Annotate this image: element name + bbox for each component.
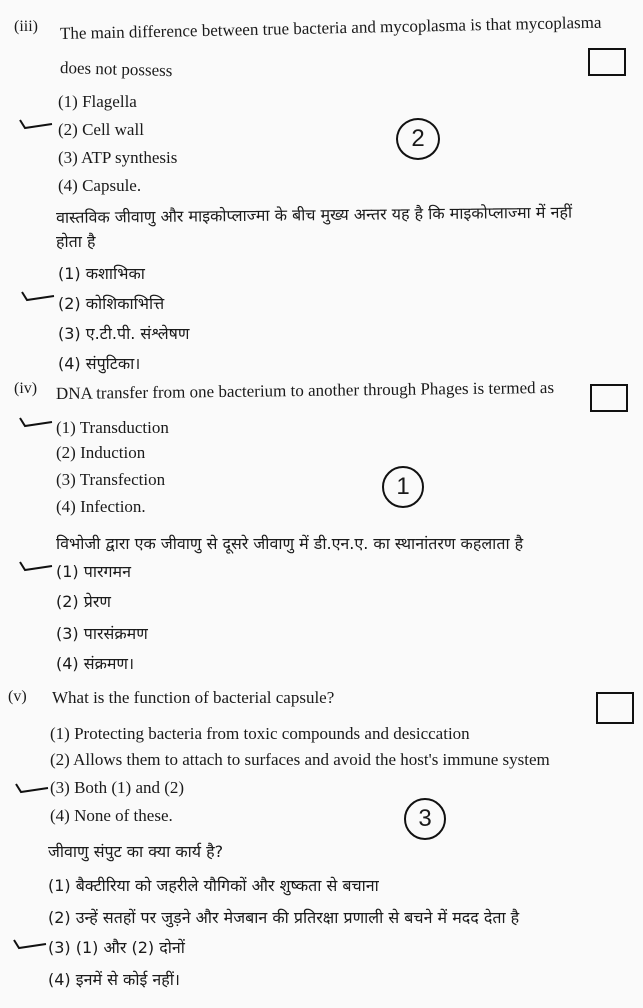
option-2: (2) Induction	[56, 443, 146, 462]
question-text-continued: does not possess	[59, 58, 173, 81]
tick-mark-icon	[18, 414, 54, 430]
option-1: (1) Flagella	[58, 92, 137, 111]
answer-box	[588, 48, 626, 76]
question-text: The main difference between true bacteria and mycoplasma is that mycoplasma	[59, 12, 602, 43]
hindi-option-3: (3) पारसंक्रमण	[56, 624, 148, 643]
option-4: (4) Capsule.	[58, 176, 142, 195]
option-3: (3) Transfection	[56, 470, 166, 489]
hindi-option-3: (3) (1) और (2) दोनों	[48, 938, 185, 957]
option-1: (1) Protecting bacteria from toxic compounds and desiccation	[50, 724, 470, 743]
option-3: (3) Both (1) and (2)	[50, 778, 185, 797]
hindi-option-4: (4) संपुटिका।	[58, 354, 141, 373]
tick-mark-icon	[18, 558, 54, 574]
tick-mark-icon	[20, 288, 56, 304]
tick-mark-icon	[18, 116, 54, 132]
option-4: (4) None of these.	[50, 806, 173, 825]
handwritten-answer-circle: 1	[382, 466, 424, 508]
option-1: (1) Transduction	[56, 418, 169, 437]
question-text: What is the function of bacterial capsule?	[52, 688, 335, 707]
hindi-question-text-continued: होता है	[56, 232, 96, 251]
question-number: (iv)	[14, 380, 38, 397]
option-2: (2) Cell wall	[58, 120, 144, 139]
hindi-option-2: (2) कोशिकाभित्ति	[58, 294, 165, 313]
hindi-option-1: (1) पारगमन	[56, 562, 131, 581]
handwritten-answer-circle: 3	[404, 798, 446, 840]
option-2: (2) Allows them to attach to surfaces and avoid the host's immune system	[50, 750, 550, 769]
hindi-option-2: (2) प्रेरण	[56, 592, 111, 611]
question-text: DNA transfer from one bacterium to another through Phages is termed as	[55, 377, 555, 403]
answer-box	[596, 692, 634, 724]
hindi-option-3: (3) ए.टी.पी. संश्लेषण	[58, 324, 190, 343]
handwritten-answer-circle: 2	[396, 118, 440, 160]
hindi-option-1: (1) बैक्टीरिया को जहरीले यौगिकों और शुष्कता से बचाना	[48, 876, 379, 895]
answer-box	[590, 384, 628, 412]
hindi-option-4: (4) संक्रमण।	[56, 654, 135, 673]
hindi-option-4: (4) इनमें से कोई नहीं।	[48, 970, 181, 989]
option-3: (3) ATP synthesis	[58, 148, 178, 167]
hindi-option-1: (1) कशाभिका	[58, 264, 145, 283]
tick-mark-icon	[14, 780, 50, 796]
hindi-question-text: वास्तविक जीवाणु और माइकोप्लाज्मा के बीच मुख्य अन्तर यह है कि माइकोप्लाज्मा में नहीं	[55, 202, 573, 227]
hindi-question-text: जीवाणु संपुट का क्या कार्य है?	[48, 842, 224, 861]
question-number: (iii)	[14, 18, 38, 35]
hindi-option-2: (2) उन्हें सतहों पर जुड़ने और मेजबान की प्रतिरक्षा प्रणाली से बचने में मदद देता है	[48, 908, 520, 927]
option-4: (4) Infection.	[56, 497, 146, 516]
question-number: (v)	[8, 688, 27, 705]
tick-mark-icon	[12, 936, 48, 952]
hindi-question-text: विभोजी द्वारा एक जीवाणु से दूसरे जीवाणु में डी.एन.ए. का स्थानांतरण कहलाता है	[56, 534, 524, 553]
